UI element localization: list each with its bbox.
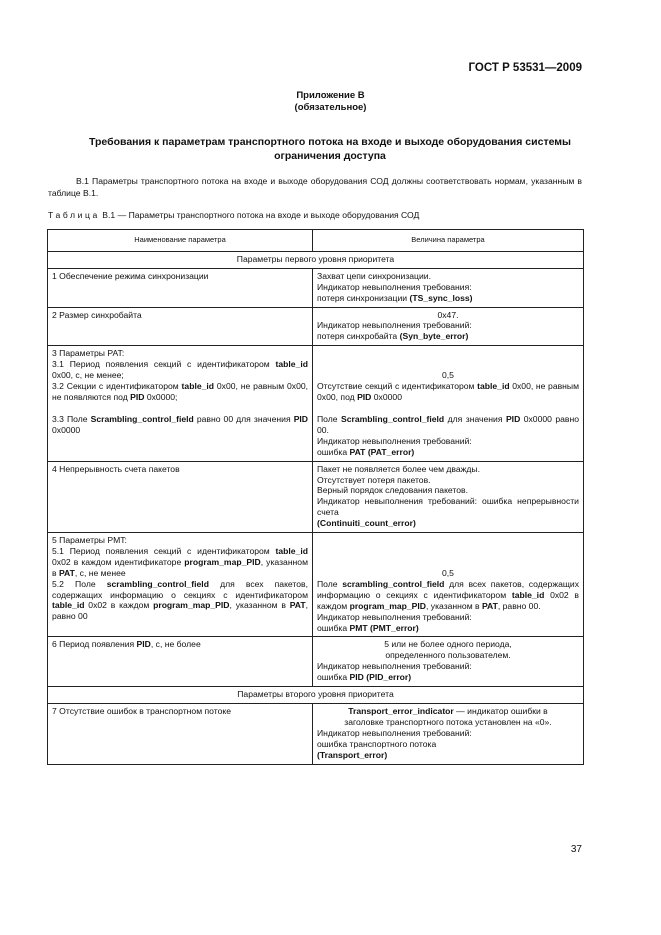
param-value-6 [313, 637, 584, 687]
value-text: для всех пакетов, содержащих информацию о секциях с идентификатором [317, 578, 580, 600]
param-value-3 [313, 346, 584, 461]
param-name-6 [48, 637, 313, 687]
value-text: ошибка [317, 622, 348, 633]
value-text: 0x0000 равно 00. [317, 413, 580, 435]
value-text: Поле [317, 413, 338, 424]
param-term: PID [130, 391, 145, 402]
param-text: , указанном в [229, 600, 286, 611]
value-text: Верный порядок следования пакетов. [317, 485, 468, 496]
section-second-priority: Параметры второго уровня приоритета [48, 687, 584, 704]
annex-title: Приложение В [296, 90, 365, 101]
value-text: 0x0000 [373, 392, 402, 403]
param-term: PAT [289, 600, 306, 611]
param-term: table_id [275, 545, 309, 556]
param-value-2 [313, 307, 584, 346]
param-text: 3.2 Секции с идентификатором [52, 380, 179, 391]
param-text: для всех пакетов, содержащих информацию о секциях с идентификатором [52, 578, 309, 600]
value-term: table_id [511, 589, 545, 600]
standard-code: ГОСТ Р 53531—2009 [468, 62, 582, 74]
param-term: table_id [181, 380, 215, 391]
param-text: равно 00 для значения [196, 413, 291, 424]
param-text: , равно 00 [52, 600, 309, 622]
annex-title-block [0, 90, 661, 114]
param-text: , указанном в [52, 556, 308, 578]
value-text: Отсутствие секций с идентификатором [317, 381, 475, 392]
value-term: PID [357, 392, 372, 403]
intro-paragraph: В.1 Параметры транспортного потока на входе и выходе оборудования СОД должны соответствовать нормам, указанным в таблице В.1. [48, 176, 582, 198]
param-text: , с, не менее [74, 567, 126, 578]
value-text: Индикатор невыполнения требований: [317, 435, 472, 446]
value-term: program_map_PID [349, 600, 426, 611]
value-text: потеря синхронизации [317, 292, 408, 303]
error-code: PAT (PAT_error) [349, 446, 415, 457]
value-term: PAT [481, 600, 498, 611]
param-name-1: 1 Обеспечение режима синхронизации [48, 268, 313, 307]
annex-heading: Требования к параметрам транспортного потока на входе и выходе оборудования системы ограничения доступа [88, 136, 572, 162]
param-text: 3.3 Поле [52, 413, 88, 424]
error-code: (Continuiti_count_error) [317, 518, 416, 529]
value-text: Индикатор невыполнения требований: [317, 727, 472, 738]
error-code: PMT (PMT_error) [349, 622, 419, 633]
value-text: ошибка транспортного потока [317, 738, 437, 749]
param-text: , с, не более [150, 639, 201, 650]
value-text: Индикатор невыполнения требований: [317, 320, 472, 331]
annex-status: (обязательное) [294, 102, 367, 113]
param-name-2: 2 Размер синхробайта [48, 307, 313, 346]
param-value-1 [313, 268, 584, 307]
section-row-second-priority [48, 687, 584, 704]
param-name-4: 4 Непрерывность счета пакетов [48, 461, 313, 532]
value-text: , равно 00. [497, 600, 541, 611]
header-param-value: Величина параметра [313, 230, 584, 252]
param-term: PID [136, 639, 151, 650]
value-text: 0,5 [442, 370, 454, 381]
page-number: 37 [570, 844, 582, 855]
param-name-5 [48, 533, 313, 637]
value-term: PID [505, 413, 521, 424]
value-text: для значения [447, 413, 503, 424]
param-term: PID [293, 413, 309, 424]
parameters-table [47, 229, 584, 765]
value-text: ошибка [317, 672, 348, 683]
param-name-3 [48, 346, 313, 461]
param-value-7 [313, 704, 584, 765]
param-text: 0x0000 [52, 424, 81, 435]
value-text: ошибка [317, 446, 348, 457]
value-text: Индикатор невыполнения требования: [317, 281, 472, 292]
table-caption [48, 209, 419, 221]
param-term: program_map_PID [184, 556, 261, 567]
table-row [48, 307, 584, 346]
error-code: (Syn_byte_error) [399, 331, 469, 342]
param-text: 6 Период появления [52, 639, 135, 650]
param-text: 5.1 Период появления секций с идентификатором [52, 545, 270, 556]
param-text: 3 Параметры PAT: [52, 348, 125, 359]
table-row [48, 637, 584, 687]
table-row [48, 346, 584, 461]
value-text: Захват цепи синхронизации. [317, 270, 431, 281]
value-text: 0,5 [442, 568, 454, 579]
table-row [48, 533, 584, 637]
param-term: table_id [275, 359, 309, 370]
table-row [48, 704, 584, 765]
section-first-priority: Параметры первого уровня приоритета [48, 251, 584, 268]
param-text: 3.1 Период появления секций с идентификатором [52, 359, 270, 370]
value-text: 0x02 в каждом [317, 589, 579, 611]
table-caption-text: В.1 — Параметры транспортного потока на входе и выходе оборудования СОД [102, 210, 420, 220]
error-code: (Transport_error) [317, 749, 388, 760]
value-term: scrambling_control_field [342, 578, 445, 589]
param-text: 0x02 в каждом идентификаторе [52, 556, 182, 567]
table-row [48, 461, 584, 532]
value-text: определенного пользователем. [385, 650, 511, 661]
param-value-4 [313, 461, 584, 532]
param-term: Scrambling_control_field [90, 413, 194, 424]
param-text: 5.2 Поле [52, 578, 96, 589]
param-text: 5 Параметры PMT: [52, 535, 127, 546]
param-text: 0x02 в каждом [88, 600, 150, 611]
value-term: Scrambling_control_field [341, 413, 445, 424]
value-text: 0x00, не равным 0x00, под [317, 381, 580, 403]
param-term: PAT [58, 567, 75, 578]
param-term: table_id [52, 600, 85, 611]
error-code: PID (PID_error) [349, 672, 412, 683]
table-row [48, 268, 584, 307]
param-name-7: 7 Отсутствие ошибок в транспортном потоке [48, 704, 313, 765]
value-text: заголовке транспортного потока установлен на «0». [344, 716, 552, 727]
table-header-row [48, 230, 584, 252]
value-text: , указанном в [426, 600, 480, 611]
param-text: 0x00, с, не менее; [52, 370, 124, 381]
value-text: потеря синхробайта [317, 331, 398, 342]
value-text: Поле [317, 578, 338, 589]
table-caption-label: Таблица [48, 210, 100, 220]
value-term: Transport_error_indicator [348, 706, 454, 716]
param-text: 0x00, не равным 0x00, не появляются под [52, 380, 309, 402]
param-term: scrambling_control_field [106, 578, 209, 589]
value-text: Индикатор невыполнения требований: [317, 661, 472, 672]
value-text: 5 или не более одного периода, [384, 639, 512, 650]
param-value-5 [313, 533, 584, 637]
value-text: 0x47. [437, 309, 459, 320]
error-code: (TS_sync_loss) [409, 292, 473, 303]
value-text: Индикатор невыполнения требований: [317, 611, 472, 622]
section-row-first-priority [48, 251, 584, 268]
param-text: 0x0000; [146, 391, 178, 402]
param-term: program_map_PID [153, 600, 230, 611]
value-text: Пакет не появляется более чем дважды. [317, 463, 480, 474]
value-text: — индикатор ошибки в [456, 706, 548, 716]
value-term: table_id [477, 381, 510, 392]
value-text: Отсутствует потеря пакетов. [317, 474, 431, 485]
value-text: Индикатор невыполнения требований: ошибка непрерывности счета [317, 496, 579, 518]
header-param-name: Наименование параметра [48, 230, 313, 252]
